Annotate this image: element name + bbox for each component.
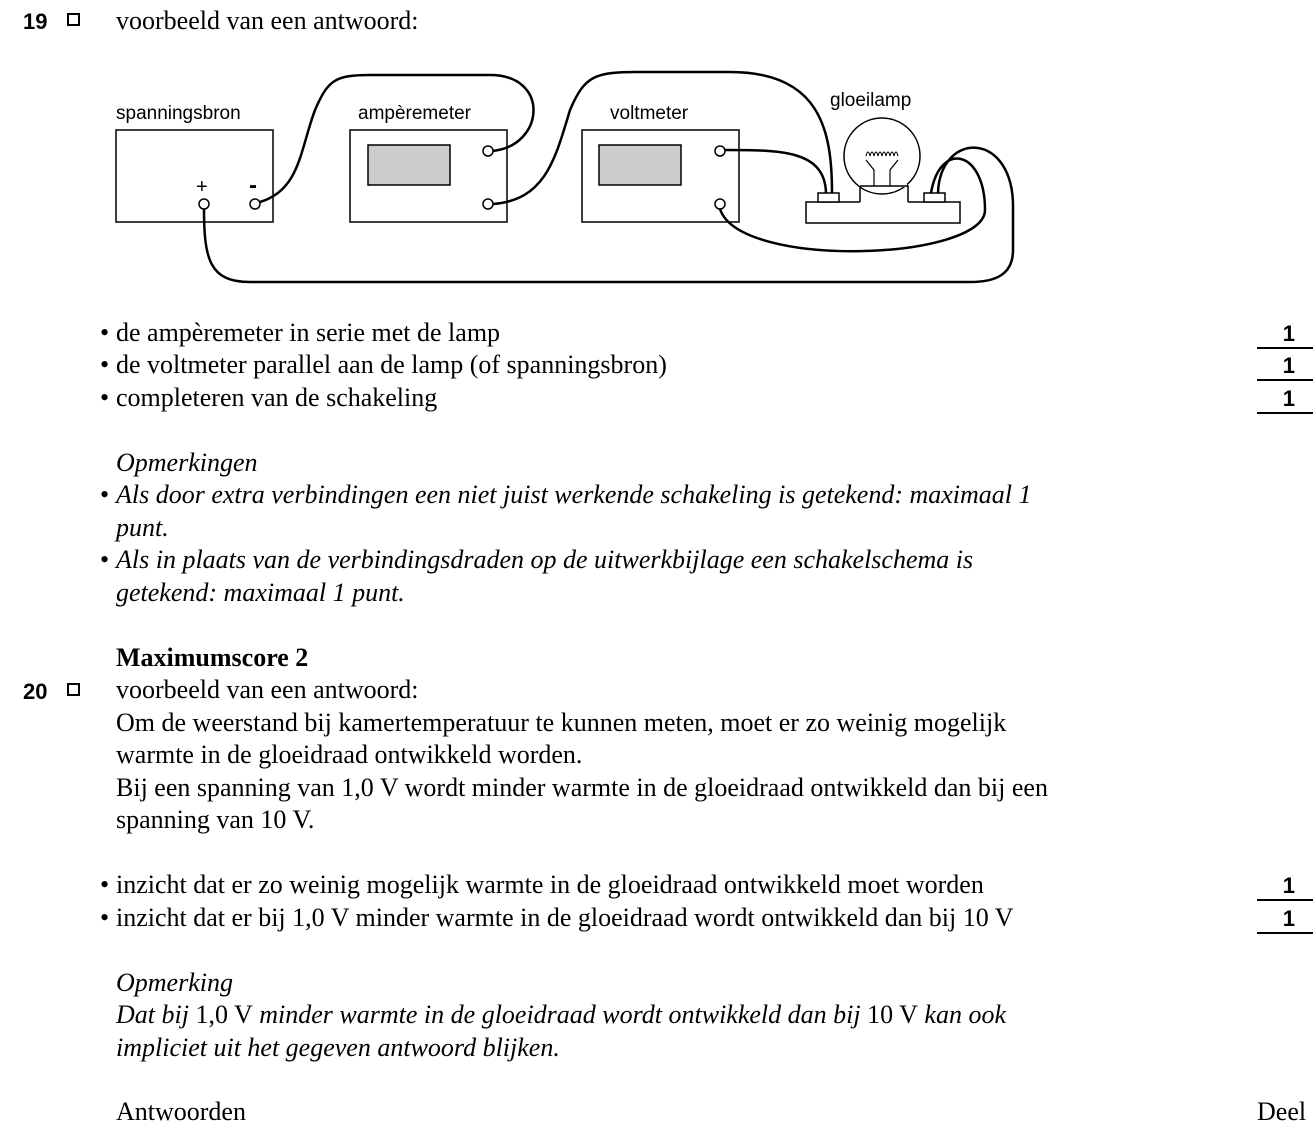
question-number-20: 20 xyxy=(23,679,48,704)
footer-left: Antwoorden xyxy=(116,1097,246,1126)
q20-remark-line-1 xyxy=(116,1000,1006,1030)
plus-terminal[interactable] xyxy=(199,199,209,209)
q19-score-1: 1 xyxy=(1257,321,1313,349)
q19-criterion-3-text: completeren van de schakeling xyxy=(116,383,438,412)
q19-score-2: 1 xyxy=(1257,353,1313,381)
q20-remark-part-2: 1,0 V xyxy=(195,1000,253,1029)
ammeter-terminal-bottom[interactable] xyxy=(483,199,493,209)
q19-remark-2-line1: Als in plaats van de verbindingsdraden op de uitwerkbijlage een schakelschema is xyxy=(116,545,974,574)
question-number-19: 19 xyxy=(23,9,48,34)
q20-answer-line-2: warmte in de gloeidraad ontwikkeld worden. xyxy=(116,740,583,769)
q20-remark-part-3: minder warmte in de gloeidraad wordt ontwikkeld dan bij xyxy=(252,1000,868,1029)
q20-score-2: 1 xyxy=(1257,906,1313,934)
label-voltmeter: voltmeter xyxy=(610,103,689,124)
q19-remarks-heading: Opmerkingen xyxy=(116,448,258,477)
lamp-terminal-right[interactable] xyxy=(924,193,945,202)
q20-remark-part-1: Dat bij xyxy=(116,1000,196,1029)
q19-criterion-2: • de voltmeter parallel aan de lamp (of spanningsbron) xyxy=(100,350,667,379)
q19-remark-2-line2: getekend: maximaal 1 punt. xyxy=(116,578,405,607)
q20-answer-line-1: Om de weerstand bij kamertemperatuur te kunnen meten, moet er zo weinig mogelijk xyxy=(116,708,1007,737)
q20-criterion-1-text: inzicht dat er zo weinig mogelijk warmte in de gloeidraad ontwikkeld moet worden xyxy=(116,870,984,899)
q19-remark-1-line2: punt. xyxy=(116,513,169,542)
q20-remark-part-4: 10 V xyxy=(867,1000,918,1029)
voltmeter-display xyxy=(599,145,681,185)
q19-criterion-2-text: de voltmeter parallel aan de lamp (of spanningsbron) xyxy=(116,350,667,379)
q19-intro: voorbeeld van een antwoord: xyxy=(116,6,419,35)
q20-criterion-1: • inzicht dat er zo weinig mogelijk warmte in de gloeidraad ontwikkeld moet worden xyxy=(100,870,984,899)
q20-criterion-2: • inzicht dat er bij 1,0 V minder warmte in de gloeidraad wordt ontwikkeld dan bij 10 V xyxy=(100,903,1014,932)
q19-score-3: 1 xyxy=(1257,386,1313,414)
q20-maxscore: Maximumscore 2 xyxy=(116,643,309,672)
q20-answer-line-4: spanning van 10 V. xyxy=(116,805,315,834)
question-checkbox-19[interactable] xyxy=(67,13,80,31)
plus-sign: + xyxy=(196,176,208,198)
voltmeter xyxy=(582,130,739,222)
q20-remark-heading: Opmerking xyxy=(116,968,233,997)
q20-answer-line-3: Bij een spanning van 1,0 V wordt minder warmte in de gloeidraad ontwikkeld dan bij een xyxy=(116,773,1048,802)
q19-criterion-1-text: de ampèremeter in serie met de lamp xyxy=(116,318,501,347)
ammeter-terminal-top[interactable] xyxy=(483,146,493,156)
ammeter xyxy=(350,130,507,222)
lamp-terminal-left[interactable] xyxy=(818,193,839,202)
q19-criterion-1: • de ampèremeter in serie met de lamp xyxy=(100,318,501,347)
q19-remark-1-line1: Als door extra verbindingen een niet juist werkende schakeling is getekend: maximaal 1 xyxy=(116,480,1032,509)
footer-right: Deel xyxy=(1257,1097,1307,1126)
q19-criterion-3: • completeren van de schakeling xyxy=(100,383,438,412)
label-amperemeter: ampèremeter xyxy=(358,103,471,124)
voltmeter-terminal-top[interactable] xyxy=(715,146,725,156)
q19-remark-1: • Als door extra verbindingen een niet juist werkende schakeling is getekend: maximaal 1 xyxy=(100,480,1032,509)
q20-intro: voorbeeld van een antwoord: xyxy=(116,675,419,704)
ammeter-display xyxy=(368,145,450,185)
q20-score-1: 1 xyxy=(1257,873,1313,901)
q19-remark-2: • Als in plaats van de verbindingsdraden op de uitwerkbijlage een schakelschema is xyxy=(100,545,974,574)
q20-remark-line-2: impliciet uit het gegeven antwoord blijken. xyxy=(116,1033,560,1062)
circuit-diagram xyxy=(0,60,1040,300)
label-spanningsbron: spanningsbron xyxy=(116,103,241,124)
question-checkbox-20[interactable] xyxy=(67,683,80,701)
q20-remark-part-5: kan ook xyxy=(917,1000,1006,1029)
label-gloeilamp: gloeilamp xyxy=(830,90,912,111)
lamp xyxy=(806,118,960,223)
minus-sign: - xyxy=(249,172,257,199)
q20-criterion-2-text: inzicht dat er bij 1,0 V minder warmte in de gloeidraad wordt ontwikkeld dan bij 10 V xyxy=(116,903,1014,932)
voltmeter-terminal-bottom[interactable] xyxy=(715,199,725,209)
minus-terminal[interactable] xyxy=(250,199,260,209)
power-source xyxy=(116,130,273,222)
